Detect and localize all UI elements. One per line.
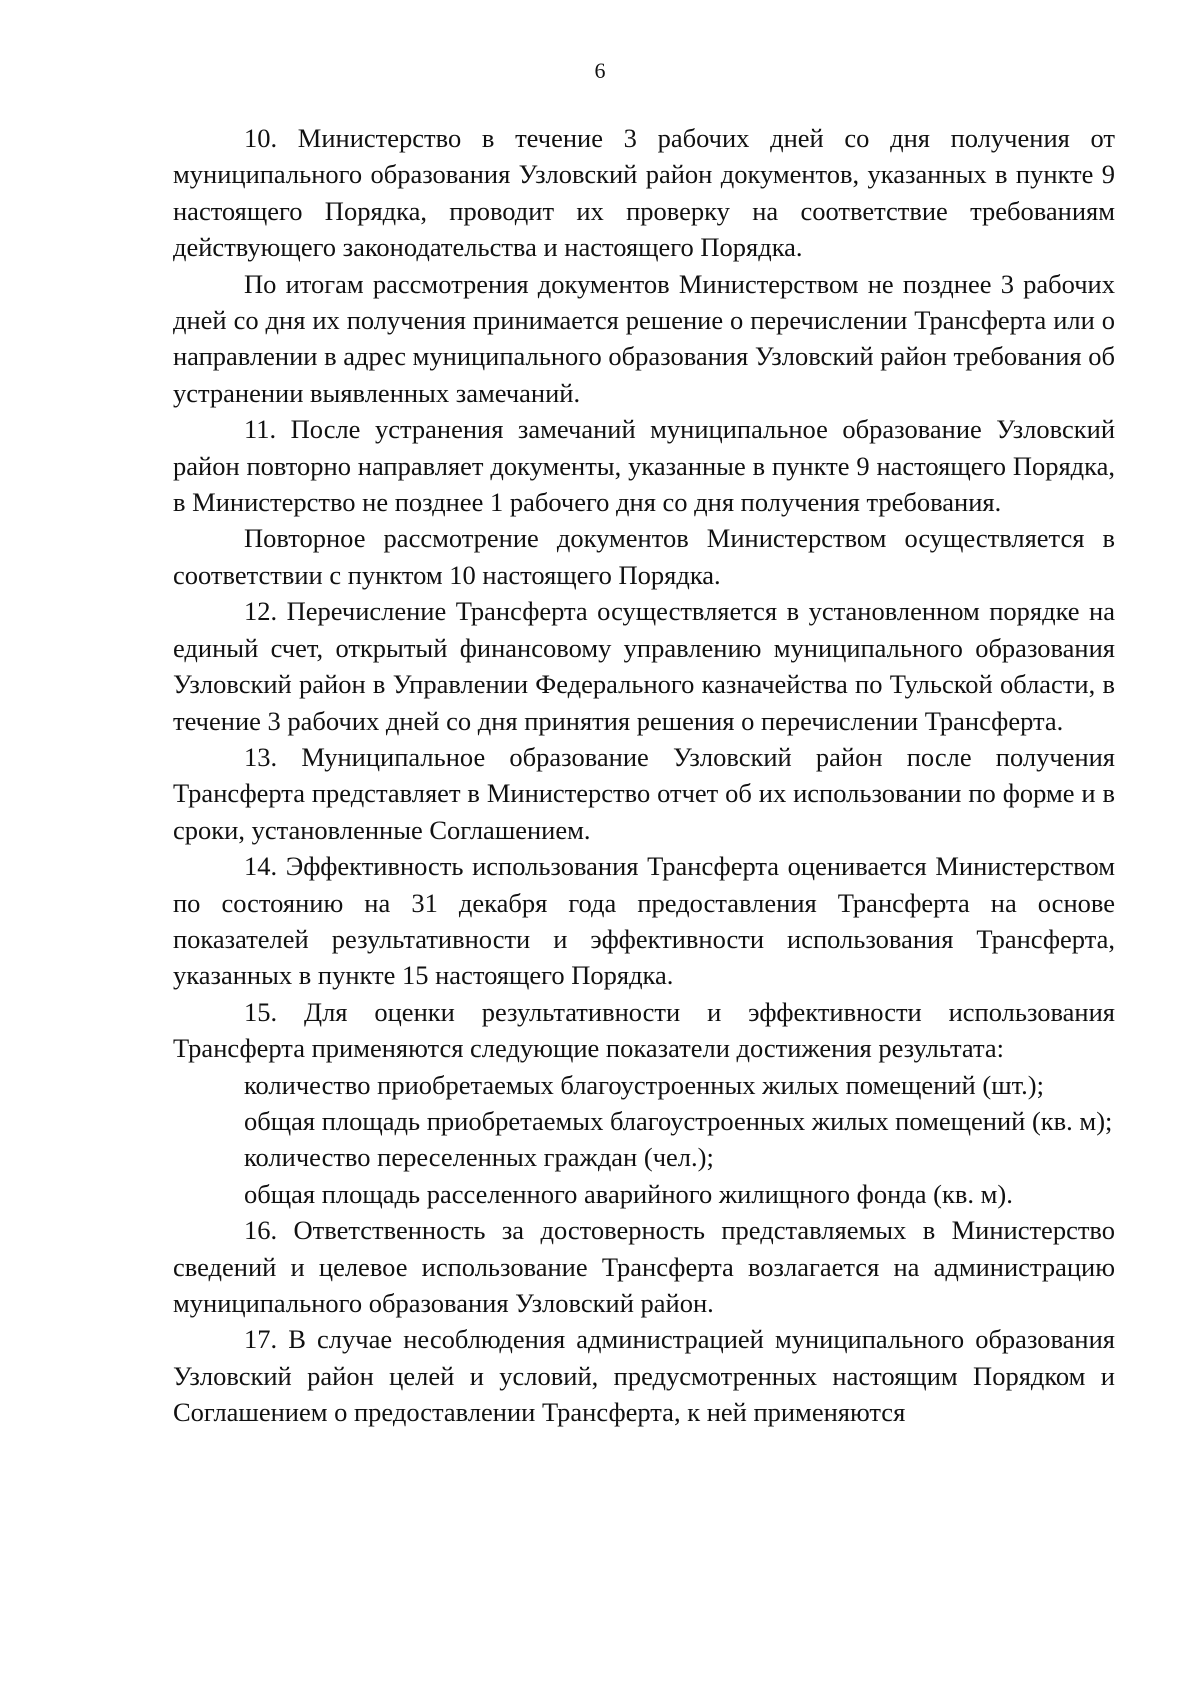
paragraph-11-repeat-review: Повторное рассмотрение документов Министерством осуществляется в соответствии с пунктом 10 настоящего Порядка. xyxy=(173,523,1115,590)
paragraph-12: 12. Перечисление Трансферта осуществляется в установленном порядке на единый счет, открытый финансовому управлению муниципального образования Узловский район в Управлении Федерального казначейства по Тульской области, в течение 3 рабочих дней со дня принятия решения о перечислении Трансферта. xyxy=(173,596,1115,736)
paragraph-10-review-result: По итогам рассмотрения документов Министерством не позднее 3 рабочих дней со дня их получения принимается решение о перечислении Трансферта или о направлении в адрес муниципального образования Узловский район требования об устранении выявленных замечаний. xyxy=(173,268,1115,408)
indicator-list-item: общая площадь расселенного аварийного жилищного фонда (кв. м). xyxy=(244,1178,1013,1209)
paragraph-11: 11. После устранения замечаний муниципальное образование Узловский район повторно направляет документы, указанные в пункте 9 настоящего Порядка, в Министерство не позднее 1 рабочего дня со дня получения требования. xyxy=(173,414,1115,518)
indicator-list-item: количество переселенных граждан (чел.); xyxy=(244,1142,714,1173)
paragraph-14: 14. Эффективность использования Трансферта оценивается Министерством по состоянию на 31 декабря года предоставления Трансферта на основе показателей результативности и эффективности использования Трансферта, указанных в пункте 15 настоящего Порядка. xyxy=(173,851,1115,991)
page-number: 6 xyxy=(594,58,606,83)
paragraph-16: 16. Ответственность за достоверность представляемых в Министерство сведений и целевое использование Трансферта возлагается на администрацию муниципального образования Узловский район. xyxy=(173,1215,1115,1318)
paragraph-17: 17. В случае несоблюдения администрацией муниципального образования Узловский район целей и условий, предусмотренных настоящим Порядком и Соглашением о предоставлении Трансферта, к ней применяются xyxy=(173,1324,1115,1428)
indicator-list-item: общая площадь приобретаемых благоустроенных жилых помещений (кв. м); xyxy=(244,1105,1113,1136)
paragraph-10: 10. Министерство в течение 3 рабочих дней со дня получения от муниципального образования Узловский район документов, указанных в пункте 9 настоящего Порядка, проводит их проверку на соответствие требованиям действующего законодательства и настоящего Порядка. xyxy=(173,123,1115,263)
indicator-list-item: количество приобретаемых благоустроенных жилых помещений (шт.); xyxy=(244,1069,1044,1100)
document-body xyxy=(173,120,1115,1431)
paragraph-15: 15. Для оценки результативности и эффективности использования Трансферта применяются следующие показатели достижения результата: xyxy=(173,996,1115,1064)
paragraph-13: 13. Муниципальное образование Узловский район после получения Трансферта представляет в Министерство отчет об их использовании по форме и в сроки, установленные Соглашением. xyxy=(173,741,1115,845)
